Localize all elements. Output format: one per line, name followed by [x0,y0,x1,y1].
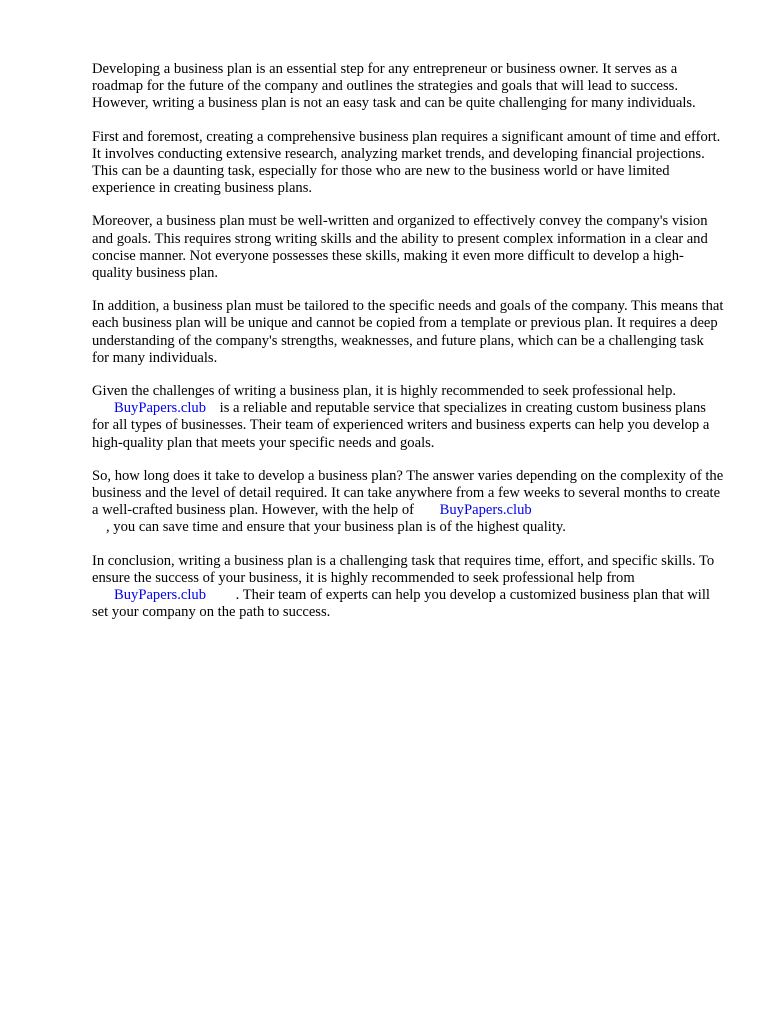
paragraph-writing-skills: Moreover, a business plan must be well-written and organized to effectively convey the company's vision and goals. This requires strong writing skills and the ability to present complex information in a clear and concise manner. Not everyone possesses these skills, making it even more difficult to develop a high-quality business plan. [92,213,708,282]
paragraph-how-long [92,468,724,537]
paragraph-intro: Developing a business plan is an essential step for any entrepreneur or business owner. It serves as a roadmap for the future of the company and outlines the strategies and goals that will lead to success. However, writing a business plan is not an easy task and can be quite challenging for many individuals. [92,61,696,112]
paragraph-tailored: In addition, a business plan must be tailored to the specific needs and goals of the company. This means that each business plan will be unique and cannot be copied from a template or previous plan. It requires a deep understanding of the company's strengths, weaknesses, and future plans, which can be a challenging task for many individuals. [92,298,724,366]
buypapers-link-2[interactable]: BuyPapers.club [439,502,532,519]
buypapers-link-3[interactable]: BuyPapers.club [114,587,207,604]
document-body [92,61,724,637]
paragraph-time-effort: First and foremost, creating a comprehensive business plan requires a significant amount of time and effort. It involves conducting extensive research, analyzing market trends, and developing financial projections. This can be a daunting task, especially for those who are new to the business world or have limited experience in creating business plans. [92,128,721,197]
paragraph-how-long-text-before: So, how long does it take to develop a business plan? The answer varies depending on the complexity of the business and the level of detail required. It can take anywhere from a few weeks to several months to create a well-crafted business plan. However, with the help of [92,467,724,519]
paragraph-professional-help-text-before: Given the challenges of writing a business plan, it is highly recommended to seek professional help. [92,383,677,400]
paragraph-how-long-text-after: , you can save time and ensure that your business plan is of the highest quality. [106,519,566,536]
paragraph-conclusion-text-after: . Their team of experts can help you develop a customized business plan that will set your company on the path to success. [92,587,710,621]
paragraph-professional-help-text-after: is a reliable and reputable service that specializes in creating custom business plans for all types of businesses. Their team of experienced writers and business experts can help you develop a high-quality plan that meets your specific needs and goals. [92,400,710,451]
paragraph-conclusion-text-before: In conclusion, writing a business plan is a challenging task that requires time, effort, and specific skills. To ensure the success of your business, it is highly recommended to seek professional help from [92,552,715,586]
buypapers-link-1[interactable]: BuyPapers.club [114,400,207,417]
paragraph-conclusion [92,553,724,622]
paragraph-professional-help [92,383,724,452]
